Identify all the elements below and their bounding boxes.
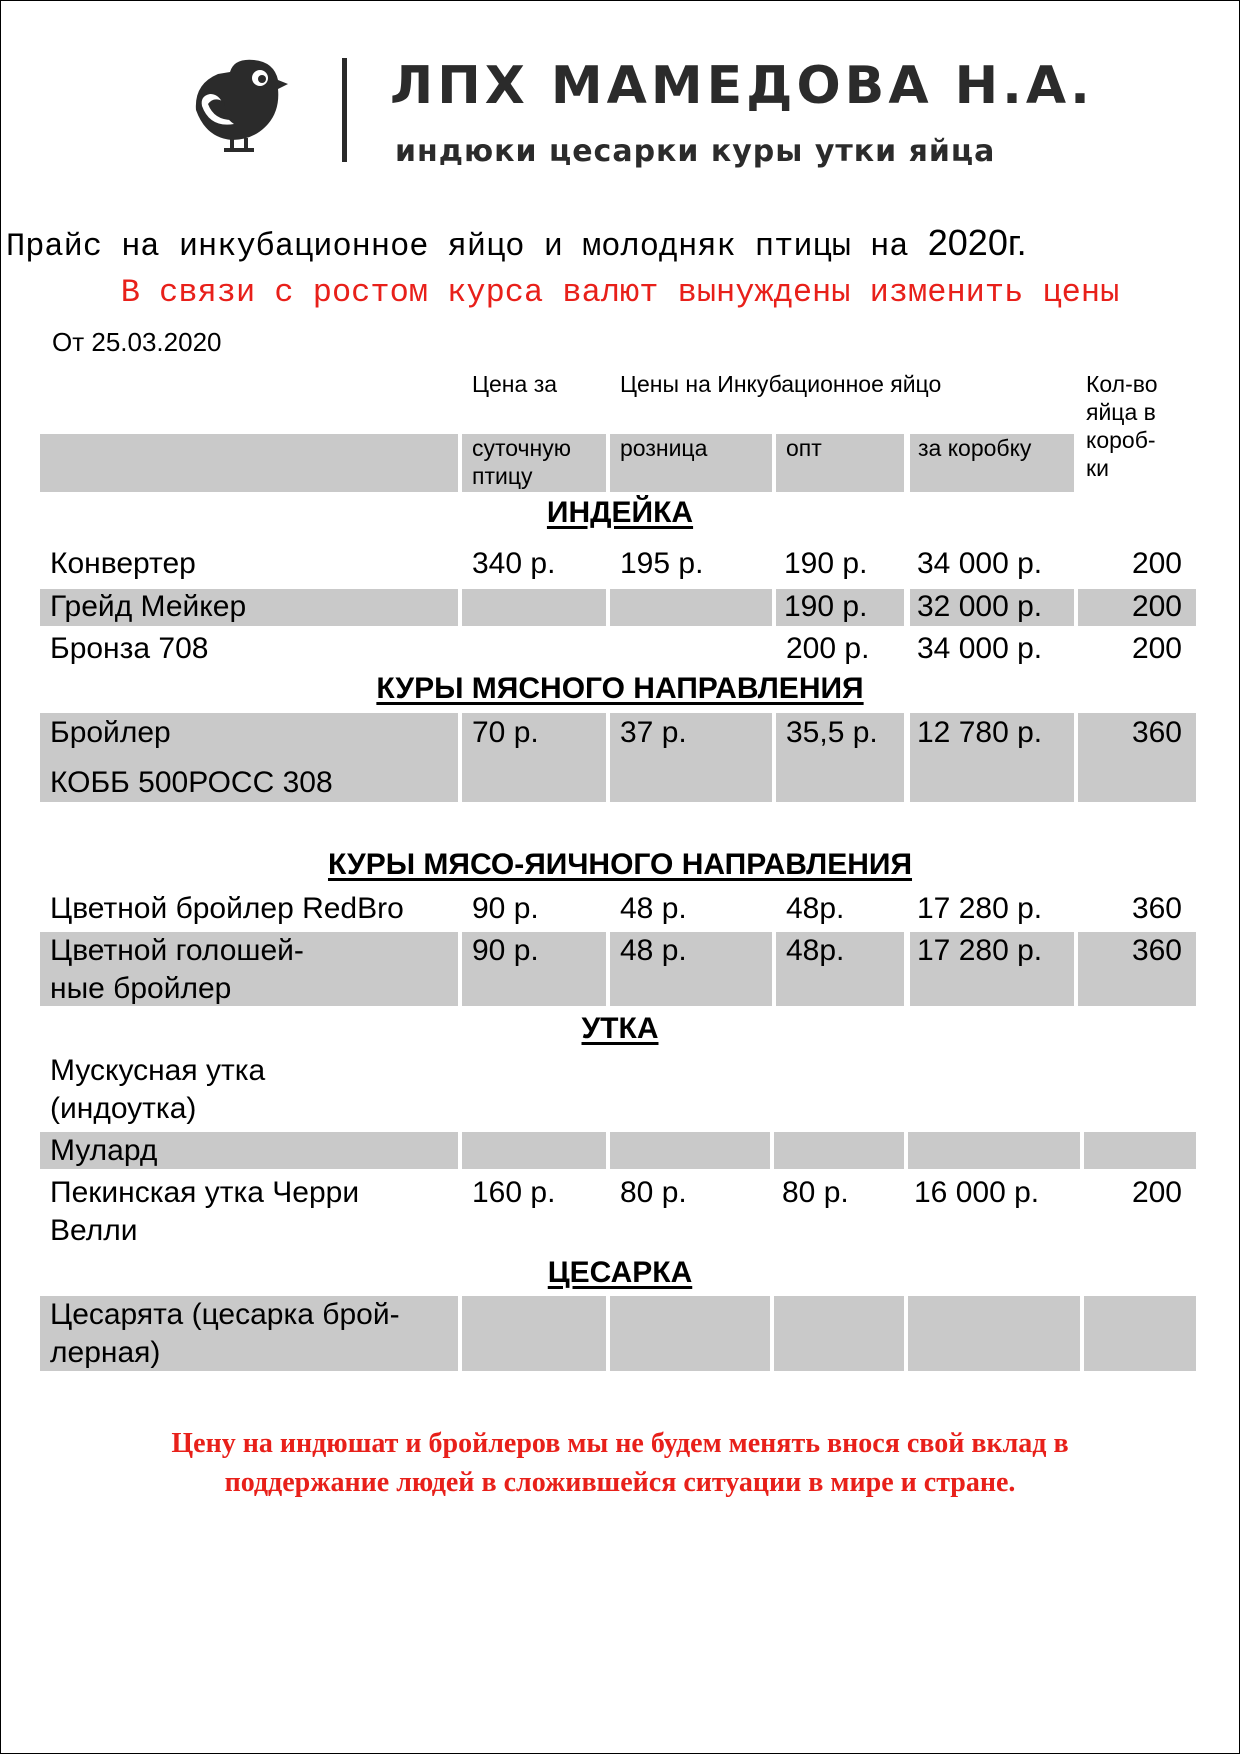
cell-name: Бронза 708: [50, 632, 209, 665]
header-egg-prices: Цены на Инкубационное яйцо: [620, 371, 942, 397]
header-wholesale: опт: [786, 435, 822, 461]
table-row: [40, 630, 1196, 668]
cell-opt: 200 р.: [786, 632, 870, 665]
table-row: [40, 588, 1196, 626]
footer-line-2: поддержание людей в сложившейся ситуации в мире и стране.: [224, 1467, 1016, 1498]
table-row: [40, 932, 1196, 1006]
header-per-box: за коробку: [918, 435, 1032, 461]
price-title-year: 2020г.: [927, 222, 1027, 263]
brand-name: ЛПХ МАМЕДОВА Н.А.: [390, 56, 1094, 116]
cell-opt: 190 р.: [784, 547, 868, 580]
cell-daily: 90 р.: [472, 934, 539, 967]
cell-name: Цесарята (цесарка брой- лерная): [50, 1298, 400, 1369]
cell-name: Конвертер: [50, 547, 196, 580]
bird-icon: [188, 54, 300, 158]
cell-name: Мулард: [50, 1134, 158, 1167]
cell-name: Цветной бройлер RedBro: [50, 892, 404, 925]
cell-box: 12 780 р.: [917, 716, 1043, 749]
cell-box: 34 000 р.: [917, 632, 1043, 665]
cell-name: Пекинская утка Черри Велли: [50, 1176, 360, 1247]
cell-qty: 200: [1131, 1176, 1182, 1209]
header-qty: Кол-во яйца в короб- ки: [1086, 371, 1158, 481]
cell-opt: 35,5 р.: [786, 716, 878, 749]
footer-line-1: Цену на индюшат и бройлеров мы не будем менять внося свой вклад в: [171, 1428, 1069, 1459]
table-row: [40, 714, 1196, 802]
section-title-duck: УТКА: [581, 1012, 659, 1045]
cell-daily: 340 р.: [472, 547, 556, 580]
cell-opt: 48р.: [786, 934, 845, 967]
cell-qty: 200: [1131, 632, 1182, 665]
table-row: [40, 1132, 1196, 1169]
cell-name: Грейд Мейкер: [50, 590, 247, 623]
cell-name: Мускусная утка (индоутка): [50, 1054, 266, 1125]
cell-daily: 70 р.: [472, 716, 539, 749]
cell-retail: 48 р.: [620, 934, 687, 967]
section-title-meat-chickens: КУРЫ МЯСНОГО НАПРАВЛЕНИЯ: [376, 672, 864, 705]
cell-daily: 160 р.: [472, 1176, 556, 1209]
header-cell-name: [40, 434, 458, 492]
cell-opt: 80 р.: [782, 1176, 849, 1209]
footer-note: [0, 1424, 1240, 1502]
header-daily-bird: суточную птицу: [472, 435, 571, 489]
cell-box: 34 000 р.: [917, 547, 1043, 580]
cell-qty: 360: [1131, 892, 1182, 925]
cell-retail: 195 р.: [620, 547, 704, 580]
cell-box: 16 000 р.: [914, 1176, 1040, 1209]
table-row: [40, 1296, 1196, 1371]
cell-name: Бройлер КОББ 500РОСС 308: [50, 716, 333, 799]
cell-box: 17 280 р.: [917, 934, 1043, 967]
table-row: [40, 1174, 1196, 1250]
cell-box: 32 000 р.: [917, 590, 1043, 623]
section-title-turkey: ИНДЕЙКА: [546, 496, 694, 529]
cell-opt: 190 р.: [784, 590, 868, 623]
price-change-notice: В связи с ростом курса валют вынуждены изменить цены: [120, 274, 1120, 311]
price-title: [6, 222, 1027, 265]
table-row: [40, 1052, 1196, 1128]
cell-retail: 37 р.: [620, 716, 687, 749]
header-retail: розница: [620, 435, 708, 461]
table-row: [40, 545, 1196, 583]
cell-qty: 360: [1131, 934, 1182, 967]
cell-qty: 360: [1131, 716, 1182, 749]
cell-retail: 48 р.: [620, 892, 687, 925]
price-title-text: Прайс на инкубационное яйцо и молодняк птицы на: [6, 228, 928, 265]
table-row: [40, 890, 1196, 928]
cell-opt: 48р.: [786, 892, 845, 925]
cell-qty: 200: [1131, 590, 1182, 623]
cell-qty: 200: [1131, 547, 1182, 580]
cell-retail: 80 р.: [620, 1176, 687, 1209]
section-title-dual-chickens: КУРЫ МЯСО-ЯИЧНОГО НАПРАВЛЕНИЯ: [327, 848, 913, 881]
header-price-for: Цена за: [472, 371, 558, 397]
brand-tagline: индюки цесарки куры утки яйца: [395, 134, 996, 169]
cell-daily: 90 р.: [472, 892, 539, 925]
section-title-guinea-fowl: ЦЕСАРКА: [547, 1256, 693, 1289]
brand-divider: [342, 58, 347, 162]
cell-name: Цветной голошей- ные бройлер: [50, 934, 304, 1005]
price-date: От 25.03.2020: [52, 327, 222, 357]
cell-box: 17 280 р.: [917, 892, 1043, 925]
